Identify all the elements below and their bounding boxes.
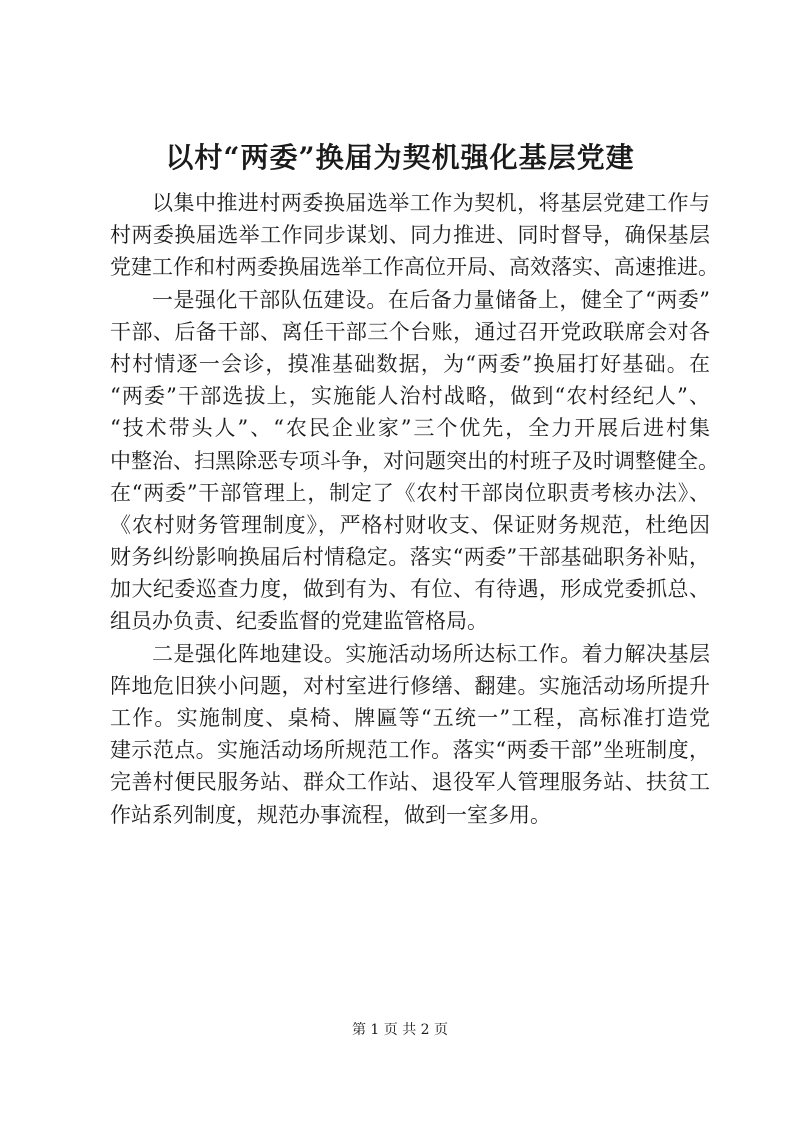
body-line: 干部、后备干部、离任干部三个台账，通过召开党政联席会对各 [110,319,710,344]
body-line: 党建工作和村两委换届选举工作高位开局、高效落实、高速推进。 [110,255,719,280]
body-line: 作站系列制度，规范办事流程，做到一室多用。 [110,802,551,827]
body-line: 加大纪委巡查力度，做到有为、有位、有待遇，形成党委抓总、 [110,577,710,602]
body-line: 《农村财务管理制度》，严格村财收支、保证财务规范，杜绝因 [110,512,710,537]
body-line: 一是强化干部队伍建设。在后备力量储备上，健全了“两委” [152,287,710,312]
body-line: 阵地危旧狭小问题，对村室进行修缮、翻建。实施活动场所提升 [110,673,710,698]
body-line: 以集中推进村两委换届选举工作为契机，将基层党建工作与 [152,191,710,215]
body-line: 村村情逐一会诊，摸准基础数据，为“两委”换届打好基础。在 [110,351,710,376]
body-line: 二是强化阵地建设。实施活动场所达标工作。着力解决基层 [152,641,710,666]
body-line: 完善村便民服务站、群众工作站、退役军人管理服务站、扶贫工 [110,770,710,795]
body-line: 村两委换届选举工作同步谋划、同力推进、同时督导，确保基层 [110,223,710,248]
body-line: 中整治、扫黑除恶专项斗争，对问题突出的村班子及时调整健全。 [110,448,719,473]
body-line: 在“两委”干部管理上，制定了《农村干部岗位职责考核办法》、 [110,480,710,505]
body-line: “技术带头人”、“农民企业家”三个优先，全力开展后进村集 [110,416,710,441]
body-line: 建示范点。实施活动场所规范工作。落实“两委干部”坐班制度， [110,738,710,763]
body-line: 财务纠纷影响换届后村情稳定。落实“两委”干部基础职务补贴， [110,545,710,570]
body-line: “两委”干部选拔上，实施能人治村战略，做到“农村经纪人”、 [110,384,710,409]
body-line: 组员办负责、纪委监督的党建监管格局。 [110,609,488,634]
body-line: 工作。实施制度、桌椅、牌匾等“五统一”工程，高标准打造党 [110,706,710,730]
document-title: 以村“两委”换届为契机强化基层党建 [165,141,635,174]
page-number-footer: 第 1 页 共 2 页 [351,1022,449,1038]
document-body [110,187,719,831]
